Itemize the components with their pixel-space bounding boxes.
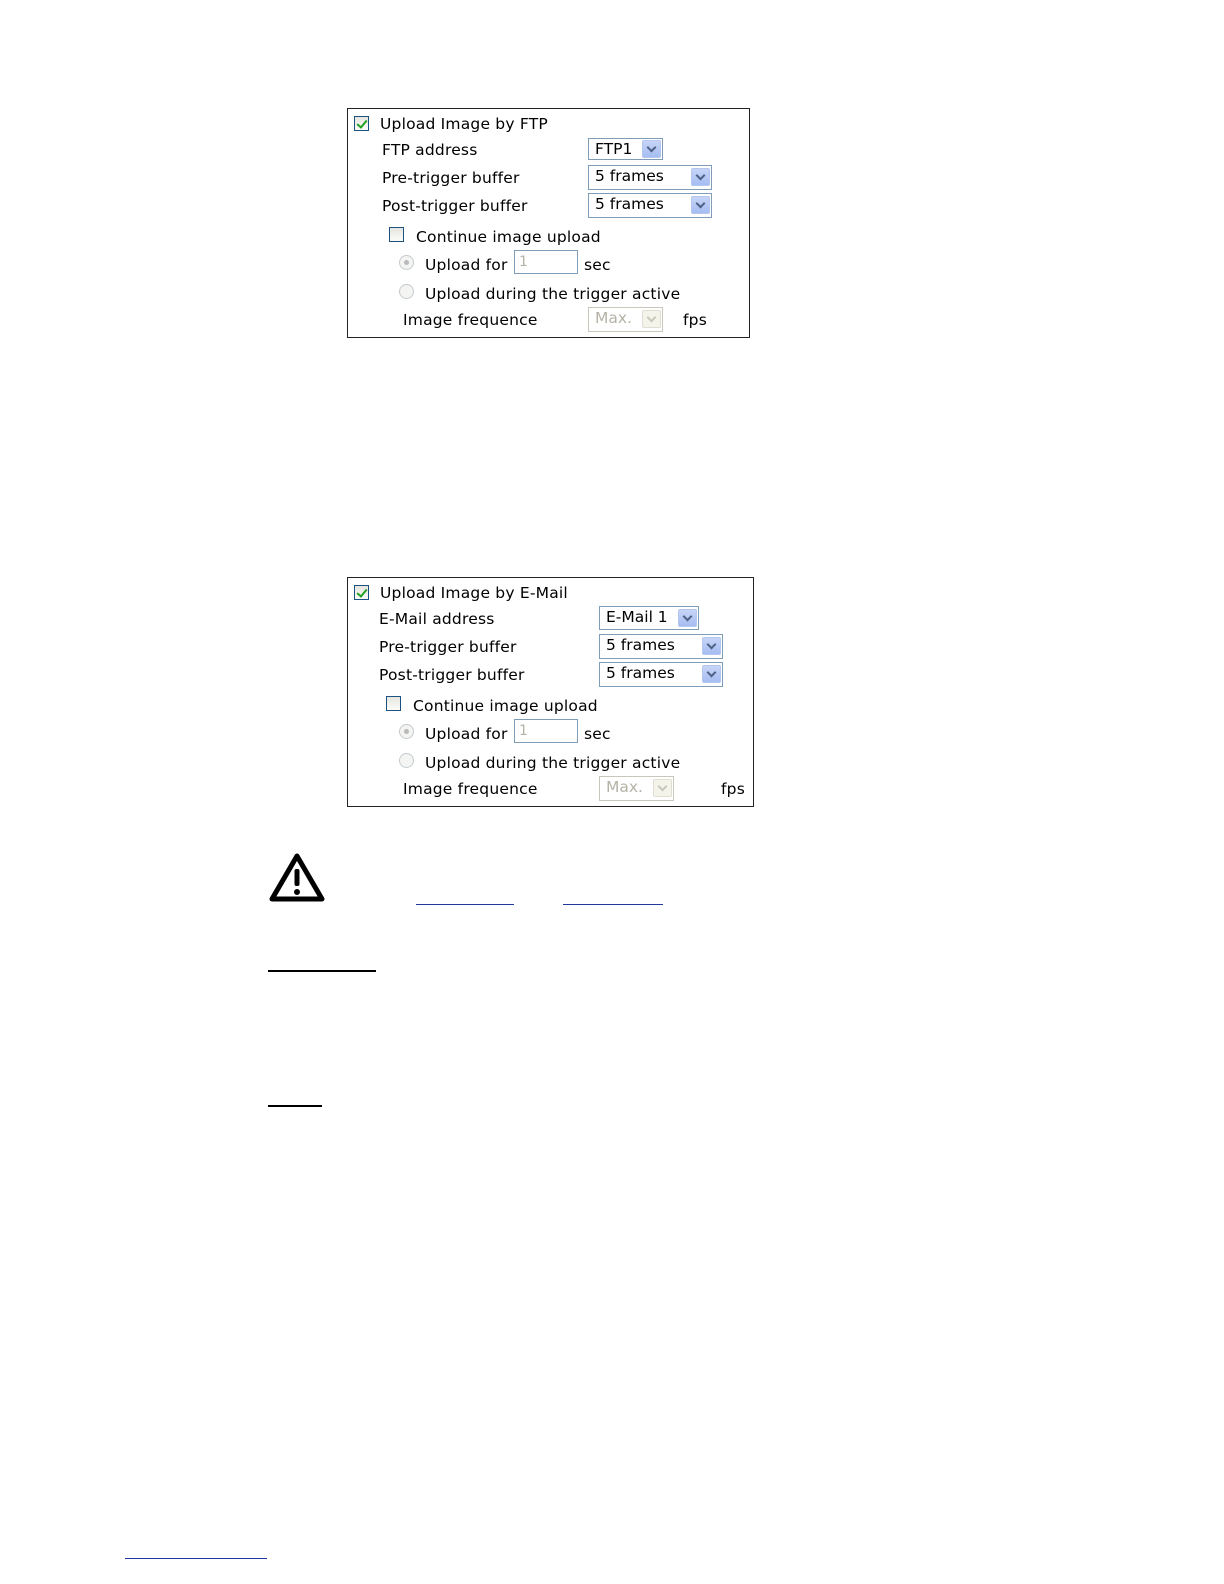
email-address-select[interactable] bbox=[599, 606, 699, 630]
continue-upload-checkbox[interactable] bbox=[386, 696, 401, 711]
upload-for-radio[interactable] bbox=[399, 724, 414, 739]
post-trigger-value: 5 frames bbox=[595, 195, 664, 213]
continue-upload-label: Continue image upload bbox=[416, 228, 601, 246]
pre-trigger-select[interactable] bbox=[599, 634, 723, 659]
upload-email-checkbox[interactable] bbox=[354, 585, 369, 600]
post-trigger-select[interactable] bbox=[599, 662, 723, 687]
chevron-down-icon bbox=[702, 637, 721, 655]
upload-during-trigger-label: Upload during the trigger active bbox=[425, 754, 681, 772]
ftp-upload-panel bbox=[347, 108, 750, 338]
upload-ftp-checkbox[interactable] bbox=[354, 116, 369, 131]
chevron-down-icon bbox=[691, 196, 710, 214]
continue-upload-label: Continue image upload bbox=[413, 697, 598, 715]
image-frequence-label: Image frequence bbox=[403, 780, 538, 798]
post-trigger-select[interactable] bbox=[588, 193, 712, 218]
chevron-down-icon bbox=[702, 665, 721, 683]
image-frequence-label: Image frequence bbox=[403, 311, 538, 329]
upload-during-trigger-label: Upload during the trigger active bbox=[425, 285, 681, 303]
image-frequence-value: Max. bbox=[606, 778, 643, 796]
email-address-value: E-Mail 1 bbox=[606, 608, 668, 626]
chevron-down-icon bbox=[642, 310, 661, 328]
email-address-label: E-Mail address bbox=[379, 610, 495, 628]
chevron-down-icon bbox=[691, 168, 710, 186]
chevron-down-icon bbox=[642, 140, 661, 158]
footer-link-underline[interactable] bbox=[125, 1558, 267, 1559]
pre-trigger-label: Pre-trigger buffer bbox=[379, 638, 517, 656]
upload-for-radio[interactable] bbox=[399, 255, 414, 270]
pre-trigger-value: 5 frames bbox=[595, 167, 664, 185]
sec-unit-label: sec bbox=[584, 256, 611, 274]
upload-during-trigger-radio[interactable] bbox=[399, 284, 414, 299]
upload-for-label: Upload for bbox=[425, 256, 508, 274]
ftp-address-value: FTP1 bbox=[595, 140, 633, 158]
chevron-down-icon bbox=[653, 779, 672, 797]
upload-for-seconds-input[interactable]: 1 bbox=[514, 250, 578, 274]
email-upload-panel bbox=[347, 577, 754, 807]
post-trigger-label: Post-trigger buffer bbox=[379, 666, 525, 684]
post-trigger-value: 5 frames bbox=[606, 664, 675, 682]
pre-trigger-select[interactable] bbox=[588, 165, 712, 190]
image-frequence-value: Max. bbox=[595, 309, 632, 327]
chevron-down-icon bbox=[678, 609, 697, 627]
pre-trigger-label: Pre-trigger buffer bbox=[382, 169, 520, 187]
fps-unit-label: fps bbox=[721, 780, 745, 798]
continue-upload-checkbox[interactable] bbox=[389, 227, 404, 242]
ftp-address-label: FTP address bbox=[382, 141, 478, 159]
section-heading-underline bbox=[268, 970, 376, 972]
upload-for-label: Upload for bbox=[425, 725, 508, 743]
upload-ftp-label: Upload Image by FTP bbox=[380, 115, 548, 133]
image-frequence-select[interactable] bbox=[588, 307, 663, 332]
upload-for-seconds-input[interactable]: 1 bbox=[514, 719, 578, 743]
section-heading-underline bbox=[268, 1105, 322, 1107]
link-underline[interactable] bbox=[416, 904, 514, 905]
warning-triangle-icon bbox=[268, 852, 326, 904]
sec-unit-label: sec bbox=[584, 725, 611, 743]
image-frequence-select[interactable] bbox=[599, 776, 674, 801]
ftp-address-select[interactable] bbox=[588, 138, 663, 160]
link-underline[interactable] bbox=[563, 904, 663, 905]
upload-during-trigger-radio[interactable] bbox=[399, 753, 414, 768]
post-trigger-label: Post-trigger buffer bbox=[382, 197, 528, 215]
pre-trigger-value: 5 frames bbox=[606, 636, 675, 654]
upload-email-label: Upload Image by E-Mail bbox=[380, 584, 568, 602]
fps-unit-label: fps bbox=[683, 311, 707, 329]
